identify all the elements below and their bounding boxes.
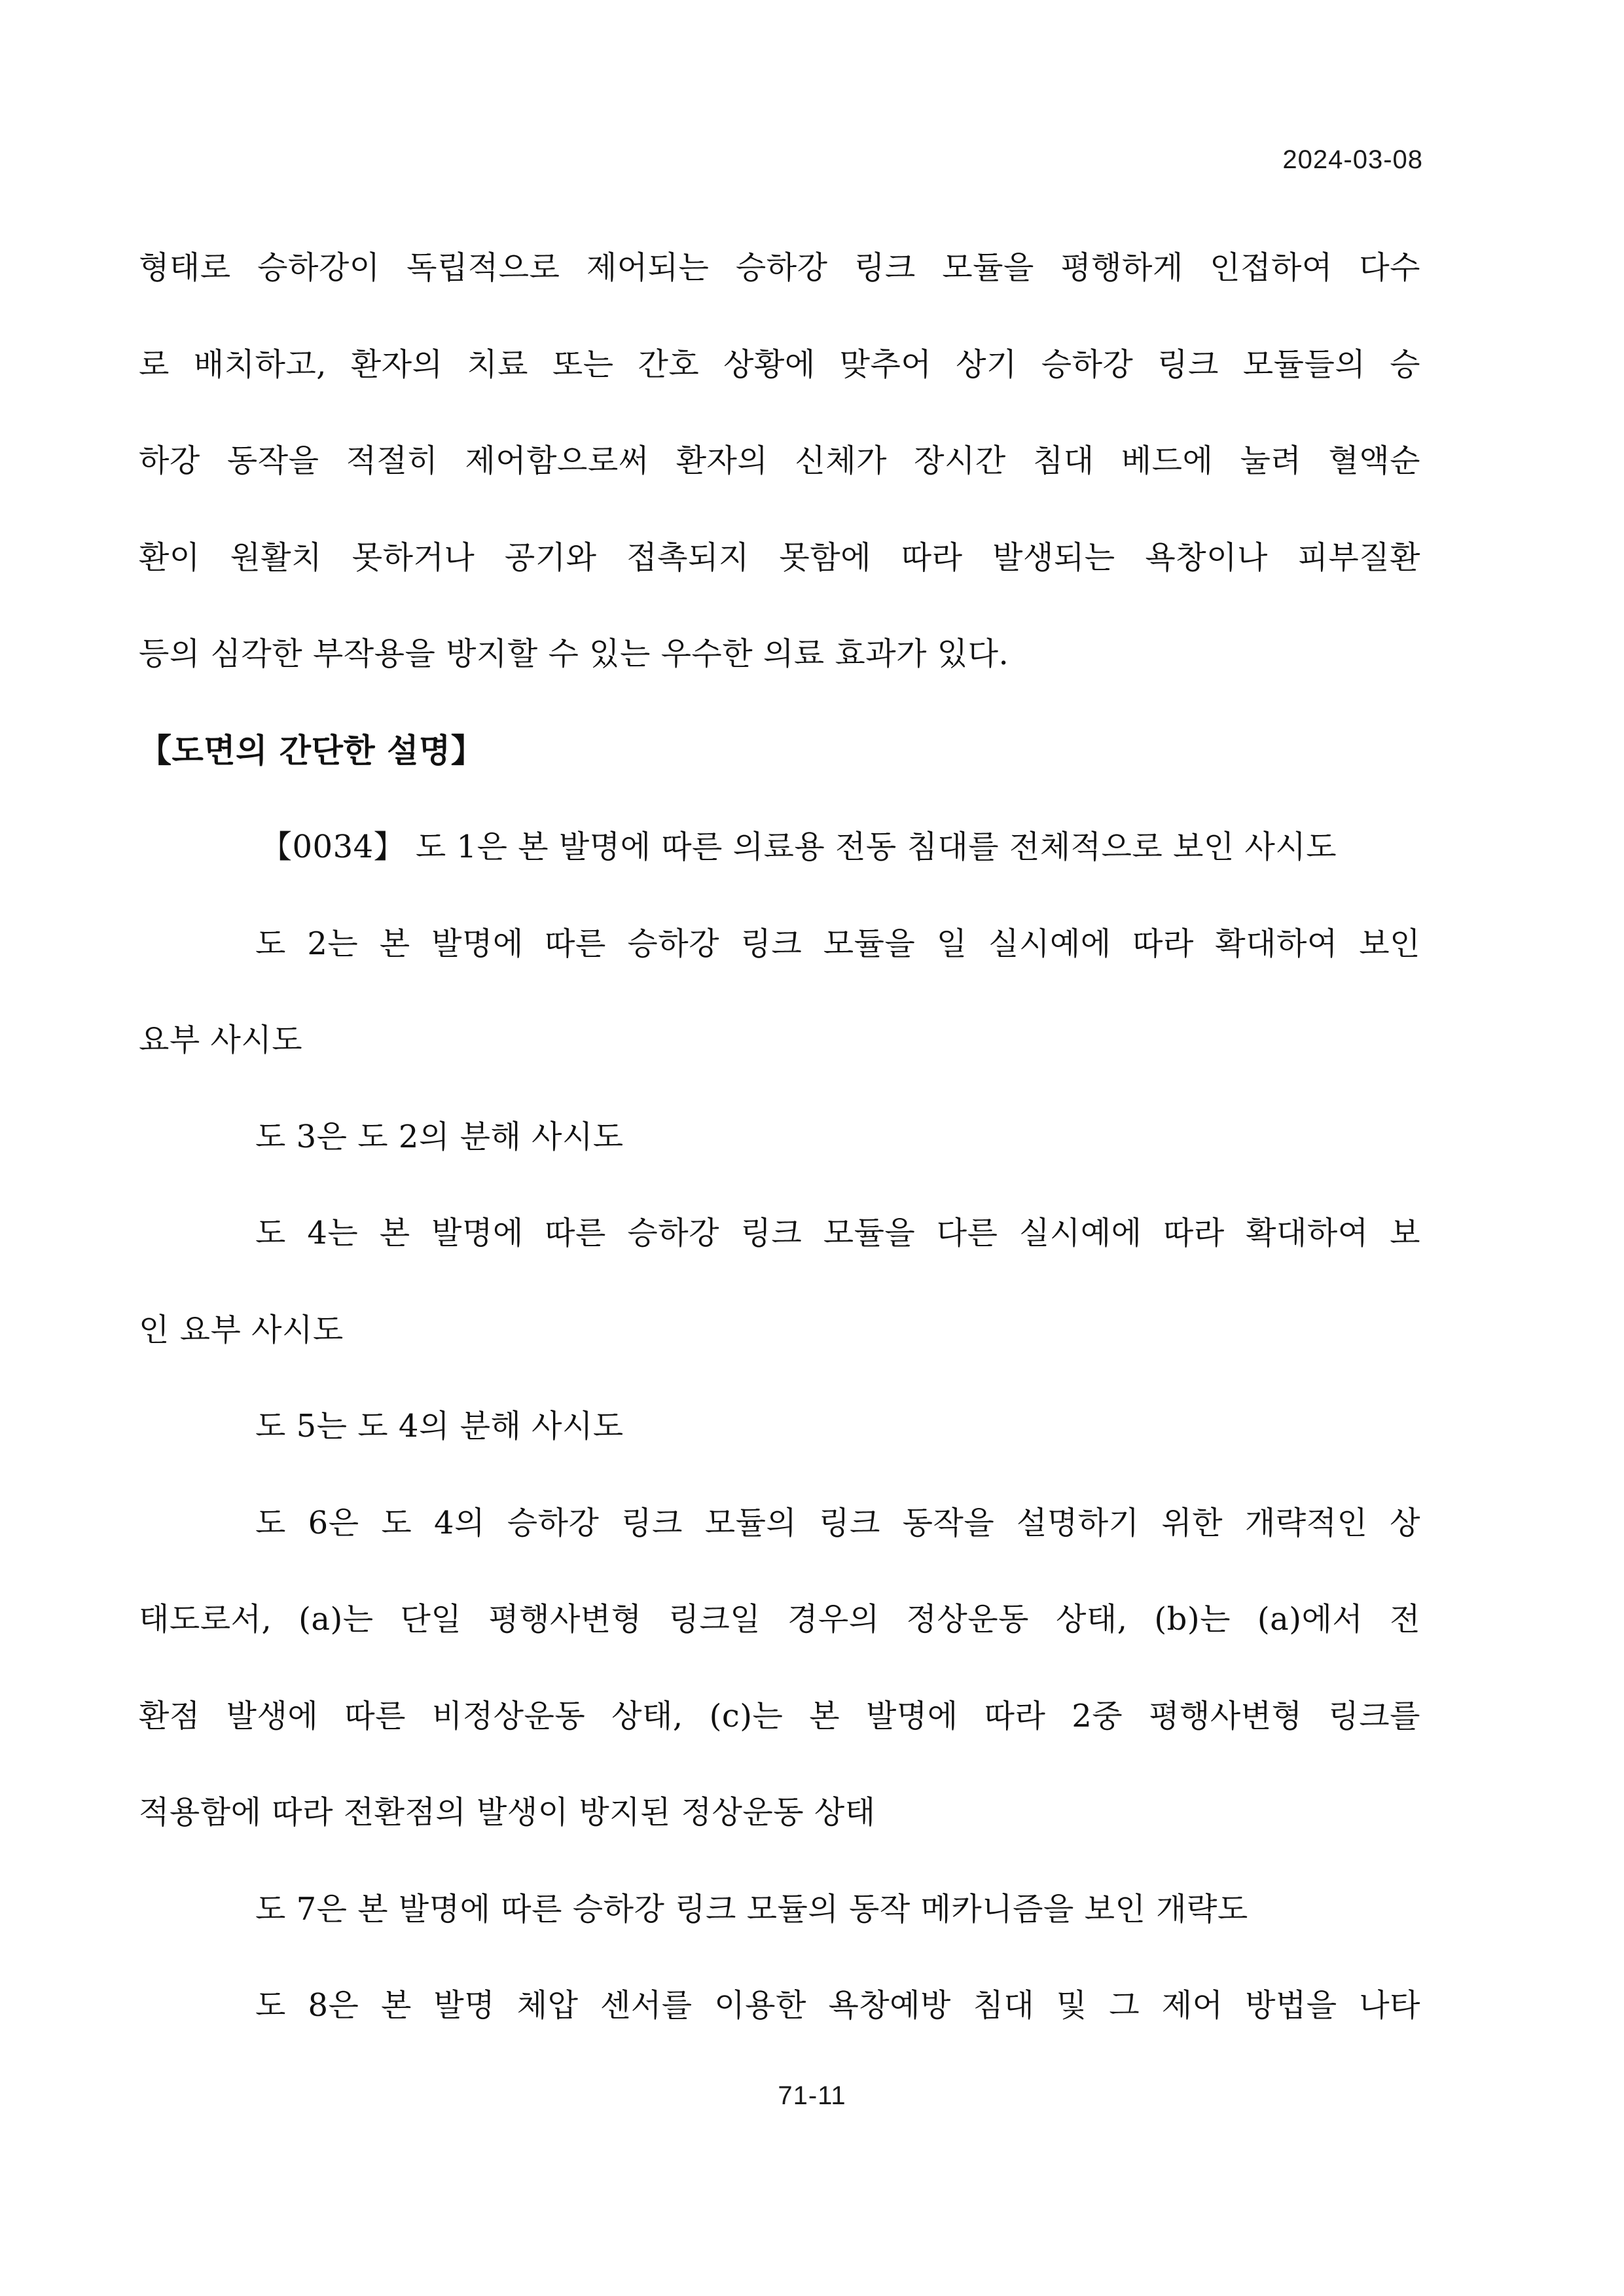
section-heading: 【도면의 간단한 설명】: [139, 731, 484, 770]
figure-8-description-line-1: 도 8은 본 발명 체압 센서를 이용한 욕창예방 침대 및 그 제어 방법을 나타: [255, 1987, 1420, 2024]
figure-6-description-line-2: 태도로서, (a)는 단일 평행사변형 링크일 경우의 정상운동 상태, (b)는 (a)에서 전: [139, 1601, 1420, 1638]
figure-3-description: 도 3은 도 2의 분해 사시도: [255, 1118, 624, 1155]
figure-1-description: 【0034】 도 1은 본 발명에 따른 의료용 전동 침대를 전체적으로 보인 사시도: [261, 829, 1337, 865]
effects-line-3: 하강 동작을 적절히 제어함으로써 환자의 신체가 장시간 침대 베드에 눌려 혈액순: [139, 442, 1420, 479]
effects-line-4: 환이 원활치 못하거나 공기와 접촉되지 못함에 따라 발생되는 욕창이나 피부질환: [139, 539, 1420, 576]
figure-6-description-line-4: 적용함에 따라 전환점의 발생이 방지된 정상운동 상태: [139, 1794, 876, 1831]
figure-4-description-line-1: 도 4는 본 발명에 따른 승하강 링크 모듈을 다른 실시예에 따라 확대하여 보: [255, 1215, 1420, 1251]
effects-line-5: 등의 심각한 부작용을 방지할 수 있는 우수한 의료 효과가 있다.: [139, 636, 1009, 672]
figure-7-description: 도 7은 본 발명에 따른 승하강 링크 모듈의 동작 메카니즘을 보인 개략도: [255, 1890, 1248, 1928]
figure-2-description-line-2: 요부 사시도: [139, 1022, 303, 1058]
figure-6-description-line-1: 도 6은 도 4의 승하강 링크 모듈의 링크 동작을 설명하기 위한 개략적인 상: [255, 1504, 1420, 1541]
page-number: 71-11: [778, 2081, 846, 2110]
header-date: 2024-03-08: [1282, 145, 1423, 174]
figure-2-description-line-1: 도 2는 본 발명에 따른 승하강 링크 모듈을 일 실시예에 따라 확대하여 보인: [255, 925, 1420, 962]
figure-4-description-line-2: 인 요부 사시도: [139, 1311, 344, 1348]
effects-line-1: 형태로 승하강이 독립적으로 제어되는 승하강 링크 모듈을 평행하게 인접하여 다수: [139, 249, 1420, 286]
figure-6-description-line-3: 환점 발생에 따른 비정상운동 상태, (c)는 본 발명에 따라 2중 평행사변형 링크를: [139, 1697, 1420, 1734]
document-body: [139, 220, 1420, 2054]
effects-line-2: 로 배치하고, 환자의 치료 또는 간호 상황에 맞추어 상기 승하강 링크 모듈들의 승: [139, 346, 1420, 383]
figure-5-description: 도 5는 도 4의 분해 사시도: [255, 1408, 624, 1444]
